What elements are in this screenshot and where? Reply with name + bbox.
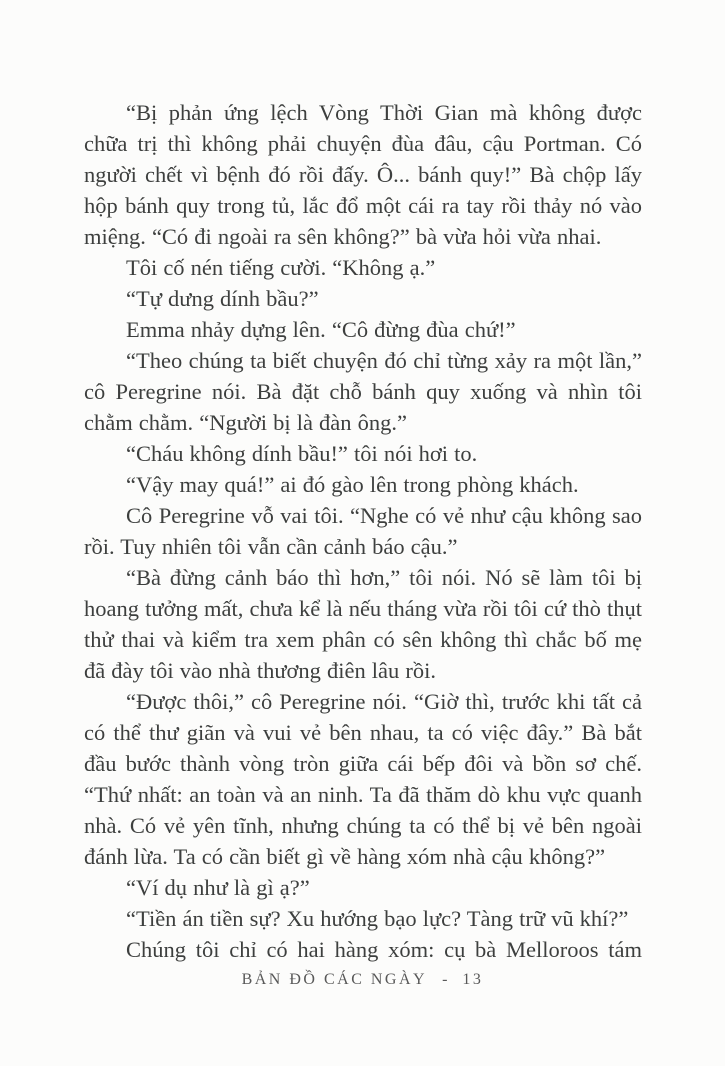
paragraph: “Cháu không dính bầu!” tôi nói hơi to. [126, 441, 478, 466]
page-number: 13 [462, 971, 484, 988]
paragraph: “Ví dụ như là gì ạ?” [126, 875, 310, 900]
paragraph: “Tự dưng dính bầu?” [126, 286, 319, 311]
paragraph: Tôi cố nén tiếng cười. “Không ạ.” [126, 255, 436, 280]
running-footer [0, 971, 725, 989]
paragraph: “Bị phản ứng lệch Vòng Thời Gian mà không được chữa trị thì không phải chuyện đùa đâu, cậu Portman. Có người chết vì bệnh đó rồi đấy. Ô... bánh quy!” Bà chộp lấy hộp bánh quy trong tủ, lắc đổ một cái ra tay rồi thảy nó vào miệng. “Có đi ngoài ra sên không?” bà vừa hỏi vừa nhai. [84, 100, 642, 249]
paragraph: “Bà đừng cảnh báo thì hơn,” tôi nói. Nó sẽ làm tôi bị hoang tưởng mất, chưa kể là nếu tháng vừa rồi tôi cứ thò thụt thử thai và kiểm tra xem phân có sên không thì chắc bố mẹ đã đày tôi vào nhà thương điên lâu rồi. [84, 565, 642, 683]
paragraph: “Theo chúng ta biết chuyện đó chỉ từng xảy ra một lần,” cô Peregrine nói. Bà đặt chỗ bánh quy xuống và nhìn tôi chằm chằm. “Người bị là đàn ông.” [84, 348, 642, 435]
paragraph: Cô Peregrine vỗ vai tôi. “Nghe có vẻ như cậu không sao rồi. Tuy nhiên tôi vẫn cần cảnh báo cậu.” [84, 503, 642, 559]
book-title: BẢN ĐỒ CÁC NGÀY [241, 971, 428, 988]
paragraph: “Tiền án tiền sự? Xu hướng bạo lực? Tàng trữ vũ khí?” [126, 906, 629, 931]
paragraph: Chúng tôi chỉ có hai hàng xóm: cụ bà Melloroos tám [126, 937, 642, 962]
paragraph: Emma nhảy dựng lên. “Cô đừng đùa chứ!” [126, 317, 516, 342]
paragraph: “Được thôi,” cô Peregrine nói. “Giờ thì, trước khi tất cả có thể thư giãn và vui vẻ bên nhau, ta có việc đây.” Bà bắt đầu bước thành vòng tròn giữa cái bếp đôi và bồn sơ chế. “Thứ nhất: an toàn và an ninh. Ta đã thăm dò khu vực quanh nhà. Có vẻ yên tĩnh, nhưng chúng ta có thể bị vẻ bên ngoài đánh lừa. Ta có cần biết gì về hàng xóm nhà cậu không?” [84, 689, 642, 869]
page-text [84, 97, 642, 965]
footer-separator: - [442, 971, 448, 988]
paragraph: “Vậy may quá!” ai đó gào lên trong phòng khách. [126, 472, 579, 497]
